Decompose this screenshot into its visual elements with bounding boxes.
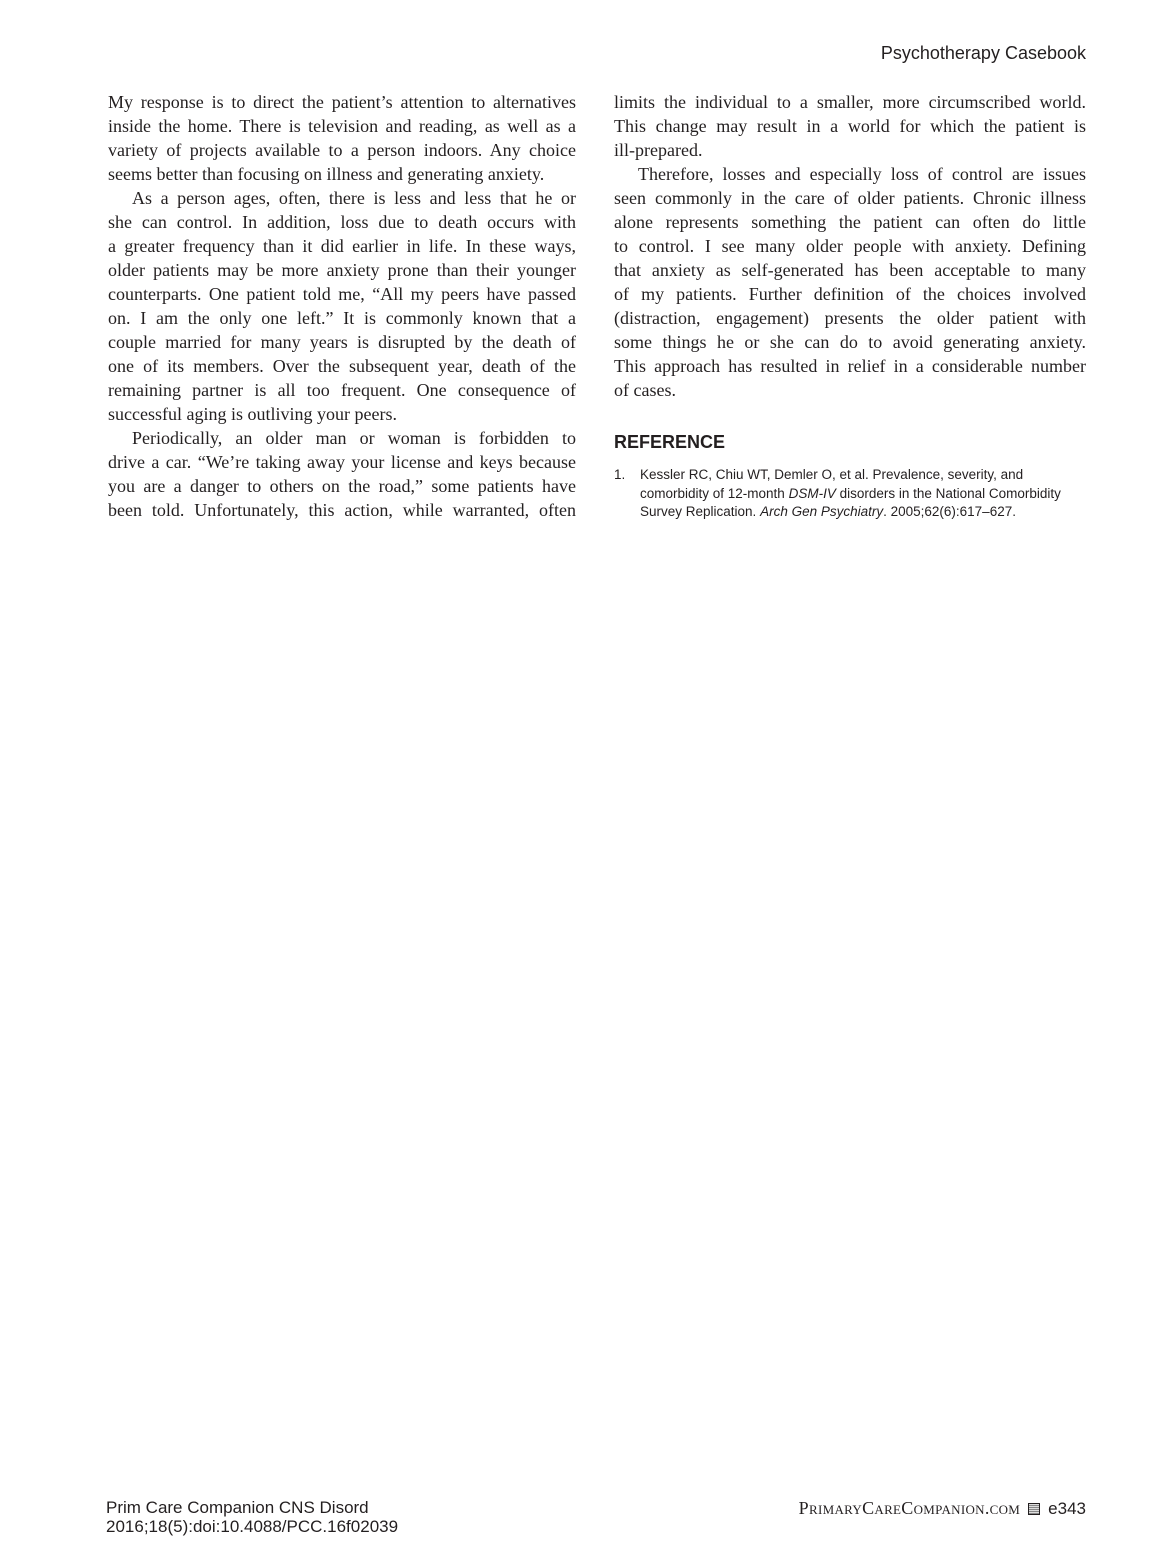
reference-text <box>640 466 1094 522</box>
text-line: seen commonly in the care of older patients. Chronic illness <box>614 188 1086 208</box>
text-line: of cases. <box>614 380 676 400</box>
paragraph <box>108 426 576 522</box>
footer-journal: Prim Care Companion CNS Disord <box>106 1498 369 1517</box>
text-line: drive a car. “We’re taking away your license and keys because <box>108 452 576 472</box>
text-line: Periodically, an older man or woman is forbidden to <box>132 428 576 448</box>
text-line: remaining partner is all too frequent. One consequence of <box>108 380 576 400</box>
text-line: to control. I see many older people with anxiety. Defining <box>614 236 1086 256</box>
paragraph <box>108 90 576 186</box>
text-line: older patients may be more anxiety prone than their younger <box>108 260 576 280</box>
reference-title: disorders in the National Comorbidity Survey Replication. <box>640 485 1061 519</box>
footer-citation <box>106 1498 398 1536</box>
text-line: My response is to direct the patient’s attention to alternatives <box>108 92 576 112</box>
references-heading: REFERENCE <box>614 432 726 452</box>
right-column <box>614 90 1086 402</box>
paragraph <box>614 162 1086 402</box>
reference-item <box>614 466 1094 522</box>
text-line: seems better than focusing on illness and generating anxiety. <box>108 164 545 184</box>
text-line: one of its members. Over the subsequent year, death of the <box>108 356 576 376</box>
running-header: Psychotherapy Casebook <box>880 43 1086 63</box>
text-line: counterparts. One patient told me, “All my peers have passed <box>108 284 576 304</box>
text-line: (distraction, engagement) presents the older patient with <box>614 308 1086 328</box>
text-line: some things he or she can do to avoid generating anxiety. <box>614 332 1086 352</box>
paragraph <box>614 90 1086 162</box>
reference-number: 1. <box>614 467 626 482</box>
text-line: alone represents something the patient can often do little <box>614 212 1086 232</box>
text-line: you are a danger to others on the road,” some patients have <box>108 476 576 496</box>
text-line: been told. Unfortunately, this action, while warranted, often <box>108 500 576 520</box>
footer-doi: 2016;18(5):doi:10.4088/PCC.16f02039 <box>106 1517 399 1536</box>
page-number: e343 <box>1048 1498 1086 1518</box>
reference-authors: Kessler RC, Chiu WT, Demler O, et al. Prevalence, severity, and comorbidity of 12-month <box>640 467 1024 501</box>
footer-website-link[interactable]: PrimaryCareCompanion.com <box>798 1498 1021 1518</box>
text-line: This change may result in a world for which the patient is <box>614 116 1086 136</box>
text-line: As a person ages, often, there is less and less that he or <box>132 188 576 208</box>
reference-italic-term: DSM-IV <box>788 485 836 501</box>
text-line: of my patients. Further definition of the choices involved <box>614 284 1086 304</box>
text-line: This approach has resulted in relief in a considerable number <box>614 356 1086 376</box>
text-line: Therefore, losses and especially loss of control are issues <box>638 164 1086 184</box>
text-line: successful aging is outliving your peers. <box>108 404 397 424</box>
text-line: that anxiety as self-generated has been acceptable to many <box>614 260 1086 280</box>
text-line: variety of projects available to a person indoors. Any choice <box>108 140 576 160</box>
text-line: on. I am the only one left.” It is commonly known that a <box>108 308 576 328</box>
paragraph <box>108 186 576 426</box>
text-line: limits the individual to a smaller, more circumscribed world. <box>614 92 1086 112</box>
footer-right <box>799 1498 1086 1519</box>
text-line: a greater frequency than it did earlier in life. In these ways, <box>108 236 576 256</box>
text-line: ill-prepared. <box>614 140 703 160</box>
left-column <box>108 90 576 522</box>
separator-square-icon <box>1028 1503 1040 1515</box>
text-line: inside the home. There is television and reading, as well as a <box>108 116 576 136</box>
reference-citation: . 2005;62(6):617–627. <box>883 504 1016 519</box>
text-line: couple married for many years is disrupted by the death of <box>108 332 576 352</box>
text-line: she can control. In addition, loss due to death occurs with <box>108 212 576 232</box>
reference-journal: Arch Gen Psychiatry <box>760 504 884 519</box>
